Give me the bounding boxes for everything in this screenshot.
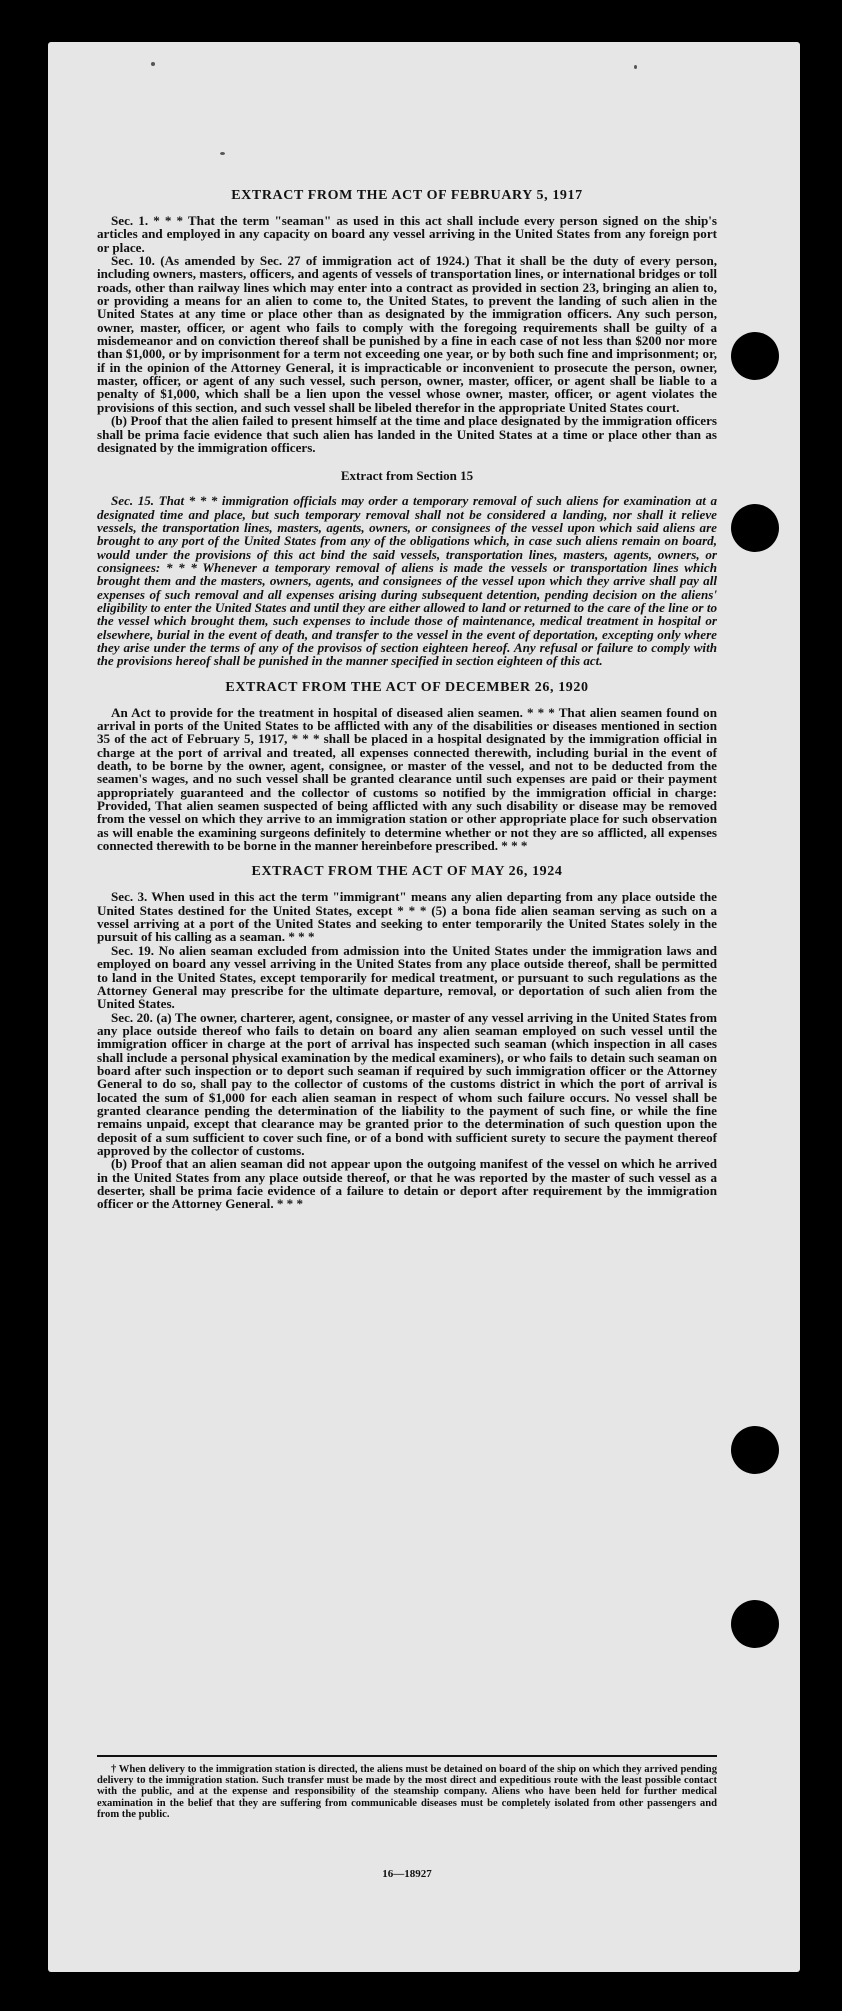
statute-paragraph: Sec. 1. * * * That the term "seaman" as used in this act shall include every person signed on the ship's articles and employed in any capacity on board any vessel arriving in the United States from any foreign port or place. [97, 213, 717, 255]
punch-hole [731, 1426, 779, 1474]
section-subheading: Extract from Section 15 [340, 468, 474, 484]
statute-paragraph: Sec. 19. No alien seaman excluded from admission into the United States under the immigration laws and employed on board any vessel arriving in the United States from any place outside thereof, shall be permitted to land in the United States, except temporarily for medical treatment, or pursuant to such regulations as the Attorney General may prescribe for the ultimate departure, removal, or deportation of such alien from the United States. [97, 942, 717, 1012]
punch-hole [731, 332, 779, 380]
statute-paragraph: (b) Proof that the alien failed to present himself at the time and place designated by the immigration officers shall be prima facie evidence that such alien has landed in the United States at a time or place other than as designated by the immigration officers. [97, 413, 717, 455]
statute-paragraph: Sec. 10. (As amended by Sec. 27 of immigration act of 1924.) That it shall be the duty of every person, including owners, masters, officers, and agents of vessels of transportation lines, or international bridges or toll roads, other than railway lines which may enter into a contract as provided in section 23, bringing an alien to, or providing a means for an alien to come to, the United States, to prevent the landing of such alien in the United States at any time or place other than as designated by the immigration officers. Any such person, owner, master, officer, or agent who fails to comply with the foregoing requirements shall be guilty of a misdemeanor and on conviction thereof shall be punished by a fine in each case of not less than $200 nor more than $1,000, or by imprisonment for a term not exceeding one year, or by both such fine and imprisonment; or, if in the opinion of the Attorney General, it is impracticable or inconvenient to prosecute the person, owner, master, officer, or agent of any such vessel, such person, owner, master, officer, or agent shall be liable to a penalty of $1,000, which shall be a lien upon the vessel whose owner, master, officer, or agent violates the provisions of this section, and such vessel shall be libeled therefor in the appropriate United States court. [97, 253, 717, 415]
statute-paragraph: An Act to provide for the treatment in hospital of diseased alien seamen. * * * That alien seamen found on arrival in ports of the United States to be afflicted with any of the disabilities or diseases mentioned in section 35 of the act of February 5, 1917, * * * shall be placed in a hospital designated by the immigration official in charge at the port of arrival and treated, all expenses connected therewith, including burial in the event of death, to be borne by the owner, agent, consignee, or master of the vessel, and not to be deducted from the seamen's wages, and no such vessel shall be granted clearance until such expenses are paid or their payment appropriately guaranteed and the collector of customs so notified by the immigration official in charge: Provided, That alien seamen suspected of being afflicted with any such disability or disease may be removed from the vessel on which they arrive to an immigration station or other appropriate place for such observation as will enable the examining surgeons definitely to determine whether or not they are so afflicted, all expenses connected therewith to be borne in the manner hereinbefore prescribed. * * * [97, 704, 717, 854]
punch-hole [731, 504, 779, 552]
section-heading: EXTRACT FROM THE ACT OF MAY 26, 1924 [251, 864, 563, 880]
paper-speck [220, 152, 225, 155]
footnote-divider [97, 1755, 717, 1757]
statute-paragraph: Sec. 20. (a) The owner, charterer, agent, consignee, or master of any vessel arriving in the United States from any place outside thereof who fails to detain on board any alien seaman employed on such vessel until the immigration officer in charge at the port of arrival has inspected such seaman (which inspection in all cases shall include a personal physical examination by the medical examiners), or who fails to detain such seaman on board after such inspection or to deport such seaman if required by such immigration officer or the Attorney General to do so, shall pay to the collector of customs of the customs district in which the port of arrival is located the sum of $1,000 for each alien seaman in respect of whom such failure occurs. No vessel shall be granted clearance pending the determination of the liability to the payment of such fine, or while the fine remains unpaid, except that clearance may be granted prior to the determination of such question upon the deposit of a sum sufficient to cover such fine, or of a bond with sufficient surety to secure the payment thereof approved by the collector of customs. [97, 1009, 717, 1158]
section-heading: EXTRACT FROM THE ACT OF DECEMBER 26, 1920 [225, 679, 589, 695]
statute-paragraph: Sec. 3. When used in this act the term "immigrant" means any alien departing from any place outside the United States destined for the United States, except * * * (5) a bona fide alien seaman serving as such on a vessel arriving at a port of the United States and seeking to enter temporarily the United States solely in the pursuit of his calling as a seaman. * * * [97, 889, 717, 945]
document-body [97, 188, 717, 1211]
statute-paragraph: (b) Proof that an alien seaman did not appear upon the outgoing manifest of the vessel on which he arrived in the United States from any place outside thereof, or that he was reported by the master of such vessel as a deserter, shall be prima facie evidence of a failure to detain or deport after requirement by the immigration officer or the Attorney General. * * * [97, 1156, 717, 1212]
form-number: 16—18927 [382, 1868, 432, 1880]
statute-paragraph: Sec. 15. That * * * immigration officials may order a temporary removal of such aliens for examination at a designated time and place, but such temporary removal shall not be considered a landing, nor shall it relieve vessels, the transportation lines, masters, agents, owners, or consignees of the vessel upon which said aliens are brought to any port of the United States from any of the obligations which, in case such aliens remain on board, would under the provisions of this act bind the said vessels, transportation lines, masters, agents, owners, or consignees: * * * Whenever a temporary removal of aliens is made the vessels or transportation lines which brought them and the masters, owners, agents, and consignees of the vessel upon which they arrive shall pay all expenses of such removal and all expenses arising during subsequent detention, pending decision on the aliens' eligibility to enter the United States and until they are either allowed to land or returned to the care of the line or to the vessel which brought them, such expenses to include those of maintenance, medical treatment in hospital or elsewhere, burial in the event of death, and transfer to the vessel in the event of deportation, excepting only where they arise under the terms of any of the provisos of section eighteen hereof. Any refusal or failure to comply with the provisions hereof shall be punished in the manner specified in section eighteen of this act. [97, 493, 717, 669]
punch-hole [731, 1600, 779, 1648]
paper-speck [151, 62, 155, 66]
footnote: † When delivery to the immigration station is directed, the aliens must be detained on board of the ship on which they arrived pending delivery to the immigration station. Such transfer must be made by the most direct and expeditious route with the least possible contact with the public, and at the expense and responsibility of the steamship company. Aliens who have been held for further medical examination in the belief that they are suffering from communicable diseases must be completely isolated from other passengers and from the public. [97, 1764, 717, 1820]
paper-speck [634, 65, 637, 69]
section-heading: EXTRACT FROM THE ACT OF FEBRUARY 5, 1917 [231, 188, 583, 203]
